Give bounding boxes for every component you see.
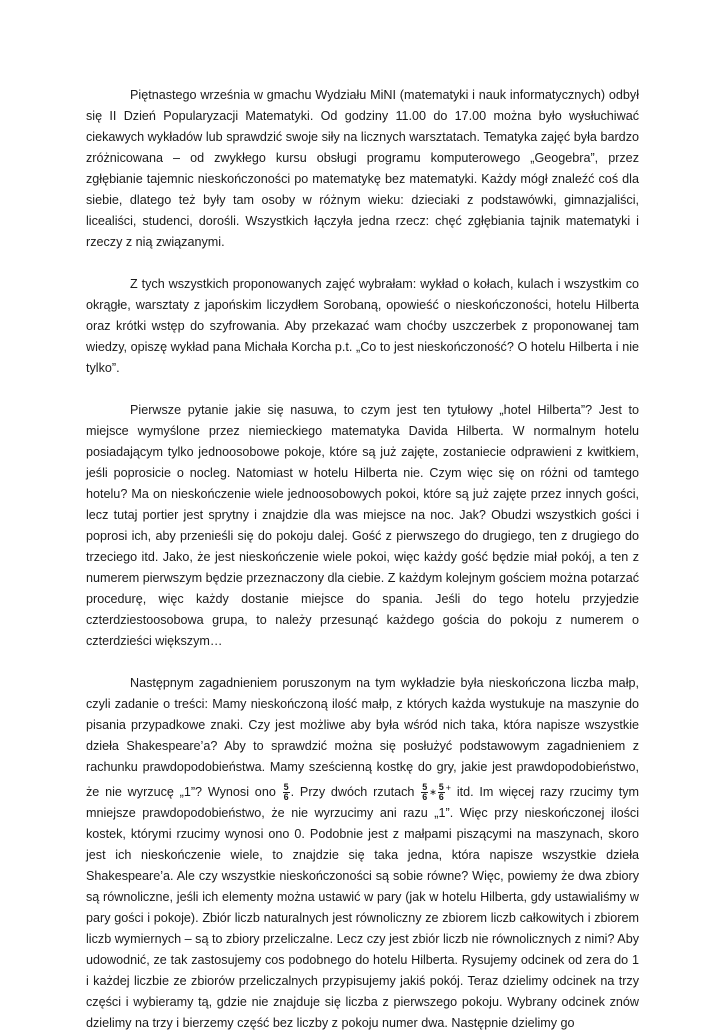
paragraph-intro: Piętnastego września w gmachu Wydziału MiNI (matematyki i nauk informatycznych) odbył się II Dzień Popularyzacji Matematyki. Od godziny 11.00 do 17.00 można było wysłuchiwać ciekawych wykładów lub sprawdzić swoje siły na licznych warsztatach. Tematyka zajęć była bardzo zróżnicowana – od zwykłego kursu obsługi programu komputerowego „Geogebra”, przez zgłębianie tajemnic nieskończoności po matematykę bez matematyki. Każdy mógł znaleźć coś dla siebie, dlatego też były tam osoby w różnym wieku: dzieciaki z podstawówki, gimnazjaliści, licealiści, studenci, dorośli. Wszystkich łączyła jedna rzecz: chęć zgłębiania tajnik matematyki i rzeczy z nią związanymi. bbox=[86, 88, 639, 249]
text-segment: Następnym zagadnieniem poruszonym na tym wykładzie była nieskończona liczba małp, czyli zadanie o treści: Mamy nieskończoną ilość małp, z których każda wystukuje na maszynie do pisania przypadkowe znaki. Czy jest możliwe aby była wśród nich taka, która napisze wszystkie dzieła Shakespeare’a? Aby to sprawdzić można się posłużyć podstawowym zagadnieniem z rachunku prawdopodobieństwa. Mamy sześcienną kostkę do gry, jakie jest prawdopodobieństwo, że nie wyrzucę „1”? Wynosi ono bbox=[86, 676, 639, 799]
plus-sign: + bbox=[445, 783, 452, 793]
fraction-numerator: 5 bbox=[422, 782, 428, 793]
fraction-five-sixths bbox=[283, 783, 290, 802]
fraction-numerator: 5 bbox=[438, 782, 444, 793]
fraction-five-sixths bbox=[438, 783, 445, 802]
text-segment: . Przy dwóch rzutach bbox=[290, 785, 421, 799]
paragraph-infinite-monkeys bbox=[86, 673, 639, 1034]
fraction-denominator: 6 bbox=[438, 792, 444, 803]
fraction-numerator: 5 bbox=[283, 782, 289, 793]
fraction-denominator: 6 bbox=[283, 792, 289, 803]
text-segment: itd. Im więcej razy rzucimy tym mniejsze prawdopodobieństwo, że nie wyrzucimy ani razu „1”. Więc przy nieskończonej ilości kostek, którymi rzucimy wynosi ono 0. Podobnie jest z małpami piszącymi na maszynach, skoro jest ich nieskończenie wiele, to znajdzie się taka jedna, która napisze wszystkie dzieła Shakespeare’a. Ale czy wszystkie nieskończoności są sobie równe? Więc, powiemy że dwa zbiory są równoliczne, jeśli ich elementy można ustawić w pary (jak w hotelu Hilberta, gdy ustawialiśmy w pary gości i pokoje). Zbiór liczb naturalnych jest równoliczny ze zbiorem liczb całkowitych i zbiorem liczb wymiernych – są to zbiory przeliczalne. Lecz czy jest zbiór liczb nie równolicznych z nimi? Aby udowodnić, ze tak zastosujemy cos podobnego do hotelu Hilberta. Rysujemy odcinek od zera do 1 i każdej liczbie ze zbiorów przeliczalnych przypisujemy jakiś pokój. Teraz dzielimy odcinek na trzy części i wybieramy tą, gdzie nie znajduje się liczba z pierwszego pokoju. Wybrany odcinek znów dzielimy na trzy i bierzemy część bez liczby z pokoju numer dwa. Następnie dzielimy go bbox=[86, 785, 640, 1031]
document-page bbox=[86, 85, 639, 1034]
fraction-five-sixths bbox=[421, 783, 428, 802]
paragraph-chosen-classes: Z tych wszystkich proponowanych zajęć wybrałam: wykład o kołach, kulach i wszystkim co okrągłe, warsztaty z japońskim liczydłem Sorobaną, opowieść o nieskończoności, hotelu Hilberta oraz krótki wstęp do szyfrowania. Aby przekazać wam choćby uszczerbek z proponowanej tam wiedzy, opiszę wykład pana Michała Korcha p.t. „Co to jest nieskończoność? O hotelu Hilberta i nie tylko”. bbox=[86, 277, 639, 375]
fraction-denominator: 6 bbox=[422, 792, 428, 803]
paragraph-hilbert-hotel: Pierwsze pytanie jakie się nasuwa, to czym jest ten tytułowy „hotel Hilberta”? Jest to miejsce wymyślone przez niemieckiego matematyka Davida Hilberta. W normalnym hotelu posiadającym tylko jednoosobowe pokoje, które są już zajęte, zostaniecie odprawieni z kwitkiem, jeśli poprosicie o nocleg. Natomiast w hotelu Hilberta nie. Czym więc się on różni od tamtego hotelu? Ma on nieskończenie wiele jednoosobowych pokoi, które są już zajęte przez innych gości, lecz tutaj portier jest sprytny i znajdzie dla was miejsce na noc. Jak? Obudzi wszystkich gości i poprosi ich, aby przenieśli się do pokoju dalej. Gość z pierwszego do drugiego, ten z drugiego do trzeciego itd. Jako, że jest nieskończenie wiele pokoi, więc każdy gość będzie miał pokój, a ten z numerem pierwszym będzie przeznaczony dla ciebie. Z każdym kolejnym gościem można potarzać procedurę, więc każdy dostanie miejsce do spania. Jeśli do tego hotelu przyjedzie czterdziestoosobowa grupa, to należy przesunąć każdego gościa do pokoju z numerem o czterdzieści większym… bbox=[86, 403, 639, 648]
multiply-sign: ∗ bbox=[429, 787, 437, 798]
